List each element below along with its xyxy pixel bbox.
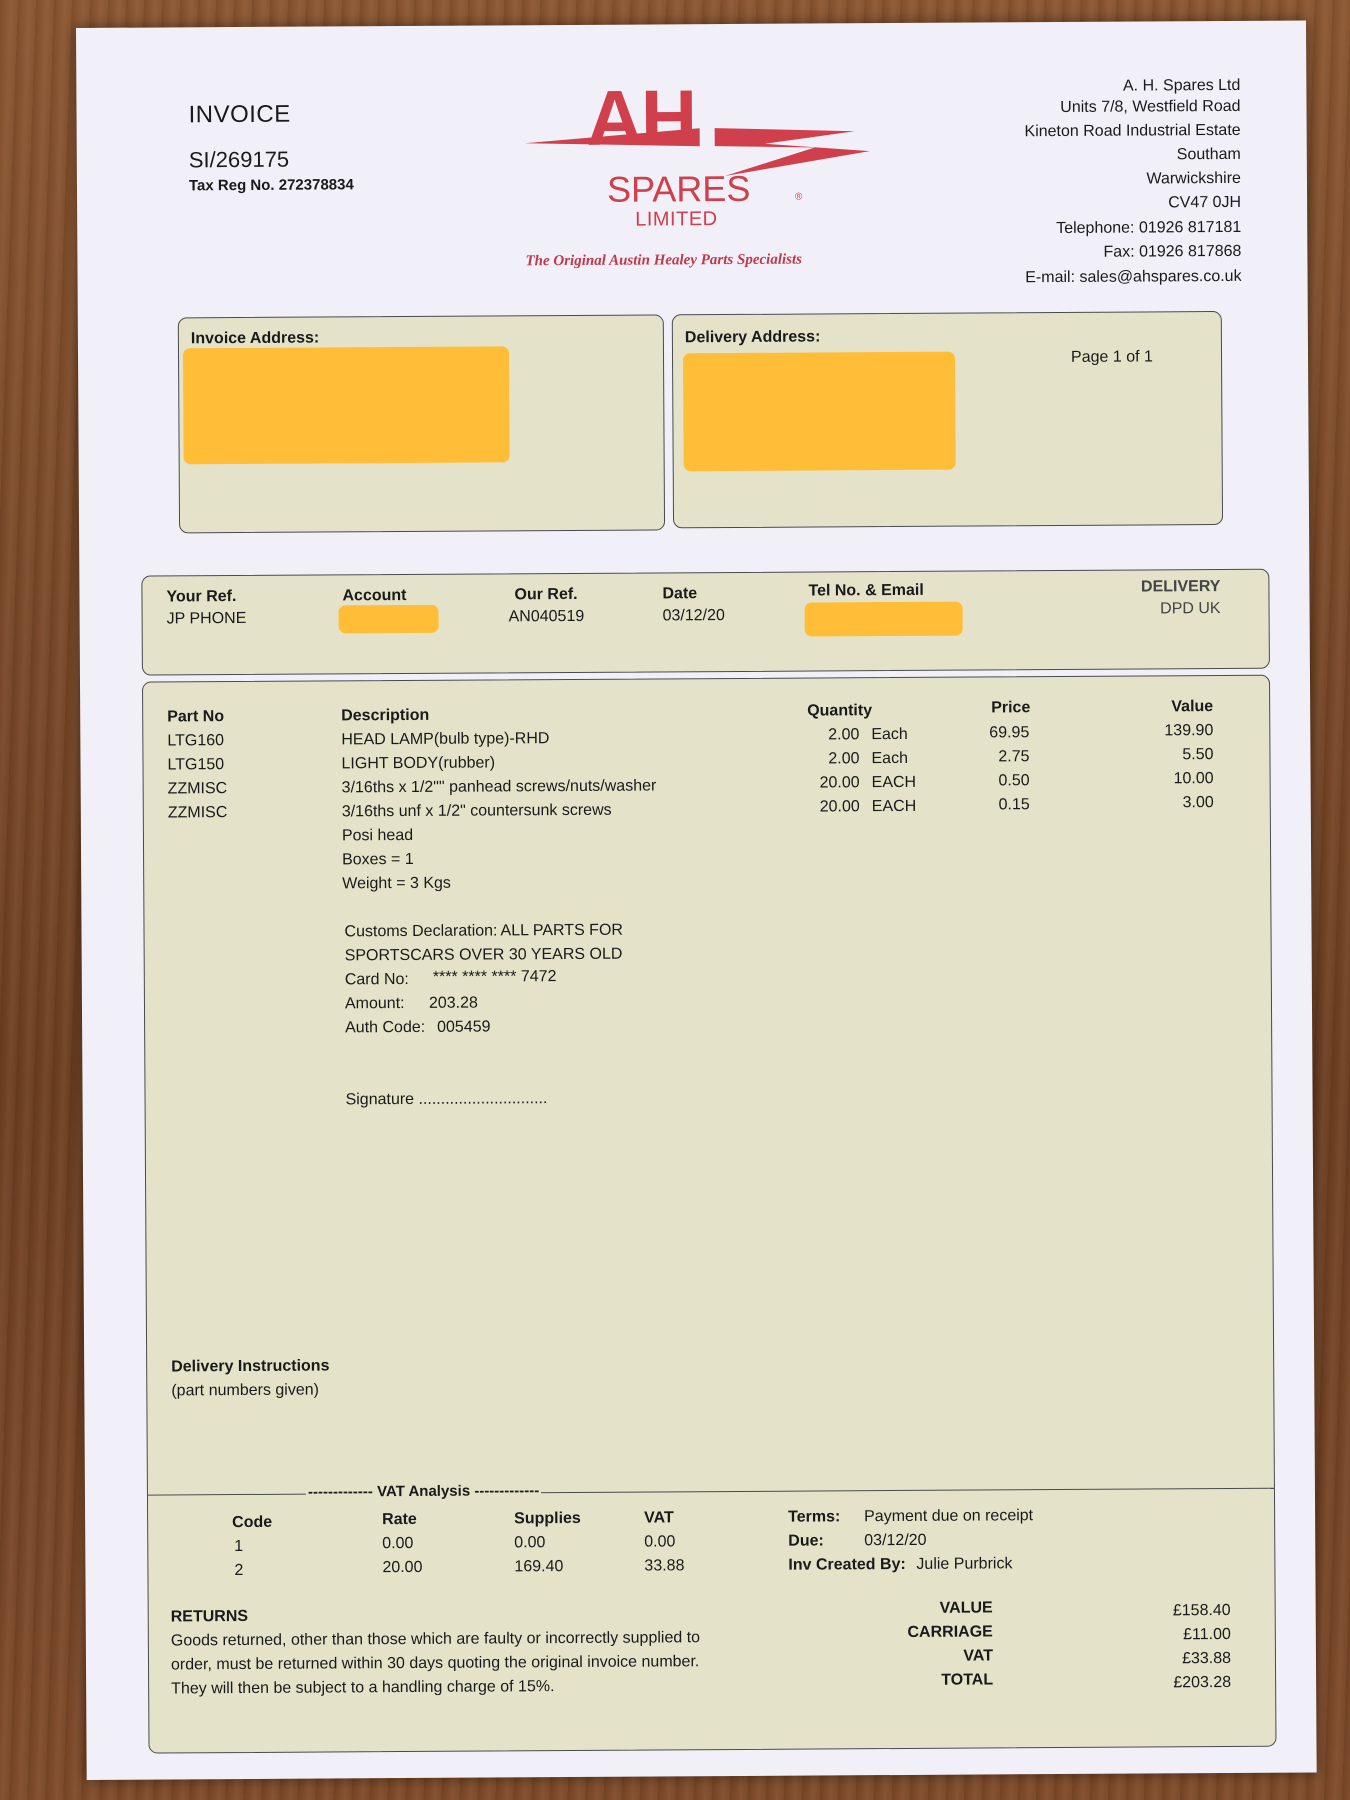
card-label: Card No:	[344, 970, 409, 989]
redacted-tel-email	[805, 602, 963, 637]
amount-value: 203.28	[428, 994, 478, 1012]
item-unit: EACH	[871, 773, 917, 792]
col-quantity: Quantity	[807, 702, 873, 720]
note-weight: Weight = 3 Kgs	[342, 874, 451, 893]
delivery-address-box	[672, 311, 1223, 528]
account-label: Account	[342, 586, 407, 605]
created-by-label: Inv Created By:	[788, 1555, 906, 1574]
company-address-line: Southam	[1176, 145, 1241, 164]
company-name: A. H. Spares Ltd	[1122, 76, 1241, 95]
total-value-label: VALUE	[939, 1599, 993, 1617]
item-part-no: ZZMISC	[167, 804, 228, 822]
vat-row-vat: 33.88	[644, 1557, 685, 1575]
item-unit: Each	[871, 749, 908, 768]
date-value: 03/12/20	[662, 607, 725, 625]
vat-total-amount: £33.88	[1181, 1649, 1232, 1668]
carriage-amount: £11.00	[1183, 1625, 1231, 1644]
item-unit: EACH	[871, 797, 917, 816]
company-address-line: CV47 0JH	[1168, 193, 1242, 212]
item-part-no: LTG150	[167, 756, 225, 774]
table-row	[144, 770, 1270, 798]
vat-row-code: 2	[234, 1562, 244, 1580]
amount-label: Amount:	[344, 995, 405, 1013]
document-title: INVOICE	[188, 100, 291, 129]
item-part-no: LTG160	[167, 732, 225, 750]
company-fax: Fax: 01926 817868	[1103, 242, 1242, 261]
items-box	[142, 675, 1277, 1754]
our-ref-label: Our Ref.	[514, 585, 578, 604]
vat-col-supplies: Supplies	[514, 1509, 581, 1528]
vat-total-label: VAT	[963, 1647, 994, 1665]
item-value: 10.00	[1173, 770, 1214, 788]
due-label: Due:	[788, 1532, 824, 1550]
logo-registered-mark: ®	[795, 191, 803, 203]
vat-row-supplies: 0.00	[514, 1534, 546, 1552]
vat-col-rate: Rate	[382, 1510, 417, 1529]
logo-spares-text: SPARES	[606, 167, 751, 210]
item-part-no: ZZMISC	[167, 780, 228, 798]
vat-col-vat: VAT	[644, 1509, 674, 1527]
item-price: 2.75	[998, 748, 1030, 766]
vat-row-code: 1	[234, 1538, 244, 1556]
returns-line: Goods returned, other than those which are faulty or incorrectly supplied to	[170, 1629, 701, 1650]
total-value-amount: £158.40	[1172, 1601, 1231, 1620]
redacted-account	[339, 605, 439, 634]
terms-label: Terms:	[788, 1508, 841, 1526]
auth-code-value: 005459	[437, 1018, 491, 1036]
item-description: HEAD LAMP(bulb type)-RHD	[341, 730, 550, 749]
item-price: 0.15	[998, 796, 1030, 814]
item-quantity: 20.00	[819, 774, 860, 792]
grand-total-label: TOTAL	[941, 1671, 994, 1689]
logo-limited-text: LIMITED	[635, 208, 718, 231]
item-description: 3/16ths x 1/2"" panhead screws/nuts/washer	[341, 777, 657, 797]
item-description: 3/16ths unf x 1/2" countersunk screws	[341, 801, 612, 821]
table-row	[144, 794, 1270, 822]
item-value: 3.00	[1182, 794, 1214, 812]
delivery-address-label: Delivery Address:	[684, 328, 821, 347]
vat-row-rate: 0.00	[382, 1534, 414, 1553]
vat-col-code: Code	[232, 1513, 273, 1532]
item-value: 139.90	[1164, 722, 1214, 740]
card-number: **** **** **** 7472	[432, 968, 557, 986]
created-by-value: Julie Purbrick	[916, 1555, 1013, 1573]
note-posi-head: Posi head	[341, 826, 414, 845]
signature-line: Signature .............................	[345, 1090, 548, 1109]
date-label: Date	[662, 585, 698, 603]
company-address-line: Kineton Road Industrial Estate	[1024, 121, 1241, 141]
table-row	[143, 746, 1269, 774]
item-value: 5.50	[1182, 746, 1214, 764]
company-address-line: Warwickshire	[1146, 169, 1241, 188]
col-description: Description	[341, 706, 430, 725]
vat-row-vat: 0.00	[644, 1533, 676, 1551]
page-indicator: Page 1 of 1	[1070, 348, 1153, 366]
logo-ah-text: AH	[586, 73, 696, 162]
delivery-instructions-text: (part numbers given)	[171, 1381, 320, 1400]
terms-value: Payment due on receipt	[864, 1507, 1034, 1526]
item-quantity: 2.00	[828, 750, 860, 768]
item-description: LIGHT BODY(rubber)	[341, 754, 496, 773]
delivery-method-label: DELIVERY	[1140, 578, 1221, 596]
col-price: Price	[991, 699, 1031, 717]
item-price: 0.50	[998, 772, 1030, 790]
carriage-label: CARRIAGE	[907, 1623, 993, 1641]
redacted-delivery-address	[683, 352, 956, 472]
tax-reg: Tax Reg No. 272378834	[188, 176, 354, 195]
returns-line: order, must be returned within 30 days quoting the original invoice number.	[170, 1653, 700, 1674]
company-email: E-mail: sales@ahspares.co.uk	[1025, 267, 1242, 287]
item-quantity: 2.00	[828, 726, 860, 744]
customs-label: Customs Declaration:	[344, 922, 498, 941]
tel-email-label: Tel No. & Email	[808, 581, 924, 600]
vat-row-supplies: 169.40	[514, 1558, 564, 1576]
redacted-invoice-address	[183, 346, 510, 464]
customs-text: ALL PARTS FOR	[500, 921, 623, 940]
company-address-line: Units 7/8, Westfield Road	[1060, 97, 1241, 116]
invoice-address-label: Invoice Address:	[190, 329, 320, 348]
note-boxes: Boxes = 1	[342, 850, 414, 869]
vat-row-rate: 20.00	[382, 1558, 423, 1577]
returns-line: They will then be subject to a handling charge of 15%.	[171, 1678, 555, 1698]
delivery-method-value: DPD UK	[1160, 600, 1221, 618]
item-unit: Each	[871, 725, 908, 744]
item-quantity: 20.00	[819, 798, 860, 816]
our-ref-value: AN040519	[508, 607, 585, 626]
col-value: Value	[1171, 698, 1214, 716]
col-part-no: Part No	[167, 708, 225, 726]
grand-total-amount: £203.28	[1173, 1673, 1232, 1692]
returns-title: RETURNS	[170, 1607, 249, 1626]
your-ref-value: JP PHONE	[166, 609, 247, 628]
invoice-sheet	[76, 20, 1317, 1779]
auth-code-label: Auth Code:	[345, 1018, 426, 1037]
invoice-number: SI/269175	[188, 146, 290, 173]
reference-strip	[141, 569, 1270, 676]
company-telephone: Telephone: 01926 817181	[1056, 218, 1242, 238]
invoice-address-box	[178, 314, 665, 533]
due-value: 03/12/20	[864, 1531, 927, 1550]
item-price: 69.95	[989, 724, 1030, 742]
table-row	[143, 722, 1269, 750]
your-ref-label: Your Ref.	[166, 588, 237, 606]
delivery-instructions-label: Delivery Instructions	[171, 1357, 330, 1376]
customs-text-2: SPORTSCARS OVER 30 YEARS OLD	[344, 945, 623, 965]
logo-tagline: The Original Austin Healey Parts Specialists	[525, 251, 803, 270]
vat-analysis-title: ------------- VAT Analysis -------------	[307, 1482, 540, 1501]
company-logo	[524, 73, 885, 281]
